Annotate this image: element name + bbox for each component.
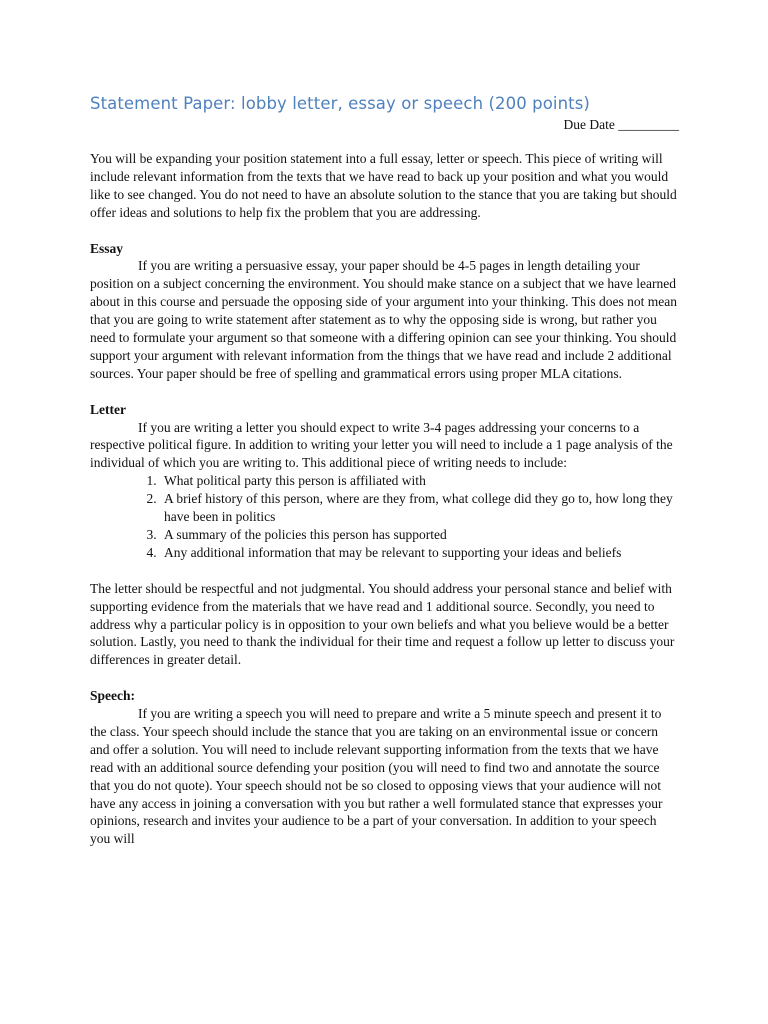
list-item: 4. Any additional information that may be relevant to supporting your ideas and beliefs xyxy=(160,544,680,562)
speech-heading: Speech: xyxy=(90,688,135,704)
speech-paragraph: If you are writing a speech you will need to prepare and write a 5 minute speech and present it to the class. Your speech should include the stance that you are taking on an environmental issue or concern and offer a solution. You will need to include relevant supporting information from the texts that we have read with an additional source defending your position (you will need to find two and annotate the source that you do not quote). Your speech should not be so closed to opposing views that your audience will not have any access in joining a conversation with you but rather a well formulated stance that expresses your opinions, research and invites your audience to be a part of your conversation. In addition to your speech you will xyxy=(90,706,663,847)
list-item: 1. What political party this person is affiliated with xyxy=(160,472,680,490)
essay-heading: Essay xyxy=(90,240,124,256)
letter-paragraph: If you are writing a letter you should expect to write 3-4 pages addressing your concerns to a respective political figure. In addition to writing your letter you will need to include a 1 page analysis of the individual of which you are writing to. This additional piece of writing needs to include: xyxy=(90,419,673,471)
due-date: Due Date _________ xyxy=(563,117,679,132)
letter-heading: Letter xyxy=(90,401,126,417)
letter-closing-paragraph: The letter should be respectful and not judgmental. You should address your personal stance and belief with supporting evidence from the materials that we have read and 1 additional source. Secondly, you need to address why a particular policy is in opposition to your own beliefs and what you believe would be a better solution. Lastly, you need to thank the individual for their time and request a follow up letter to discuss your differences in greater detail. xyxy=(90,580,675,668)
letter-requirements-list xyxy=(90,472,680,562)
list-item: 3. A summary of the policies this person has supported xyxy=(160,526,680,544)
document-title: Statement Paper: lobby letter, essay or speech (200 points) xyxy=(90,94,590,113)
list-item: 2. A brief history of this person, where are they from, what college did they go to, how long they have been in politics xyxy=(160,490,680,526)
document-body xyxy=(90,150,680,848)
essay-paragraph: If you are writing a persuasive essay, your paper should be 4-5 pages in length detailing your position on a subject concerning the environment. You should make stance on a subject that we have learned about in this course and persuade the opposing side of your argument into your thinking. This does not mean that you are going to write statement after statement as to why the opposing side is wrong, but rather you need to formulate your argument so that someone with a differing opinion can see your thinking. You should support your argument with relevant information from the things that we have read and include 2 additional sources. Your paper should be free of spelling and grammatical errors using proper MLA citations. xyxy=(90,258,678,381)
intro-paragraph: You will be expanding your position statement into a full essay, letter or speech. This piece of writing will include relevant information from the texts that we have read to back up your position and what you would like to see changed. You do not need to have an absolute solution to the stance that you are taking but should offer ideas and solutions to help fix the problem that you are addressing. xyxy=(90,151,677,220)
